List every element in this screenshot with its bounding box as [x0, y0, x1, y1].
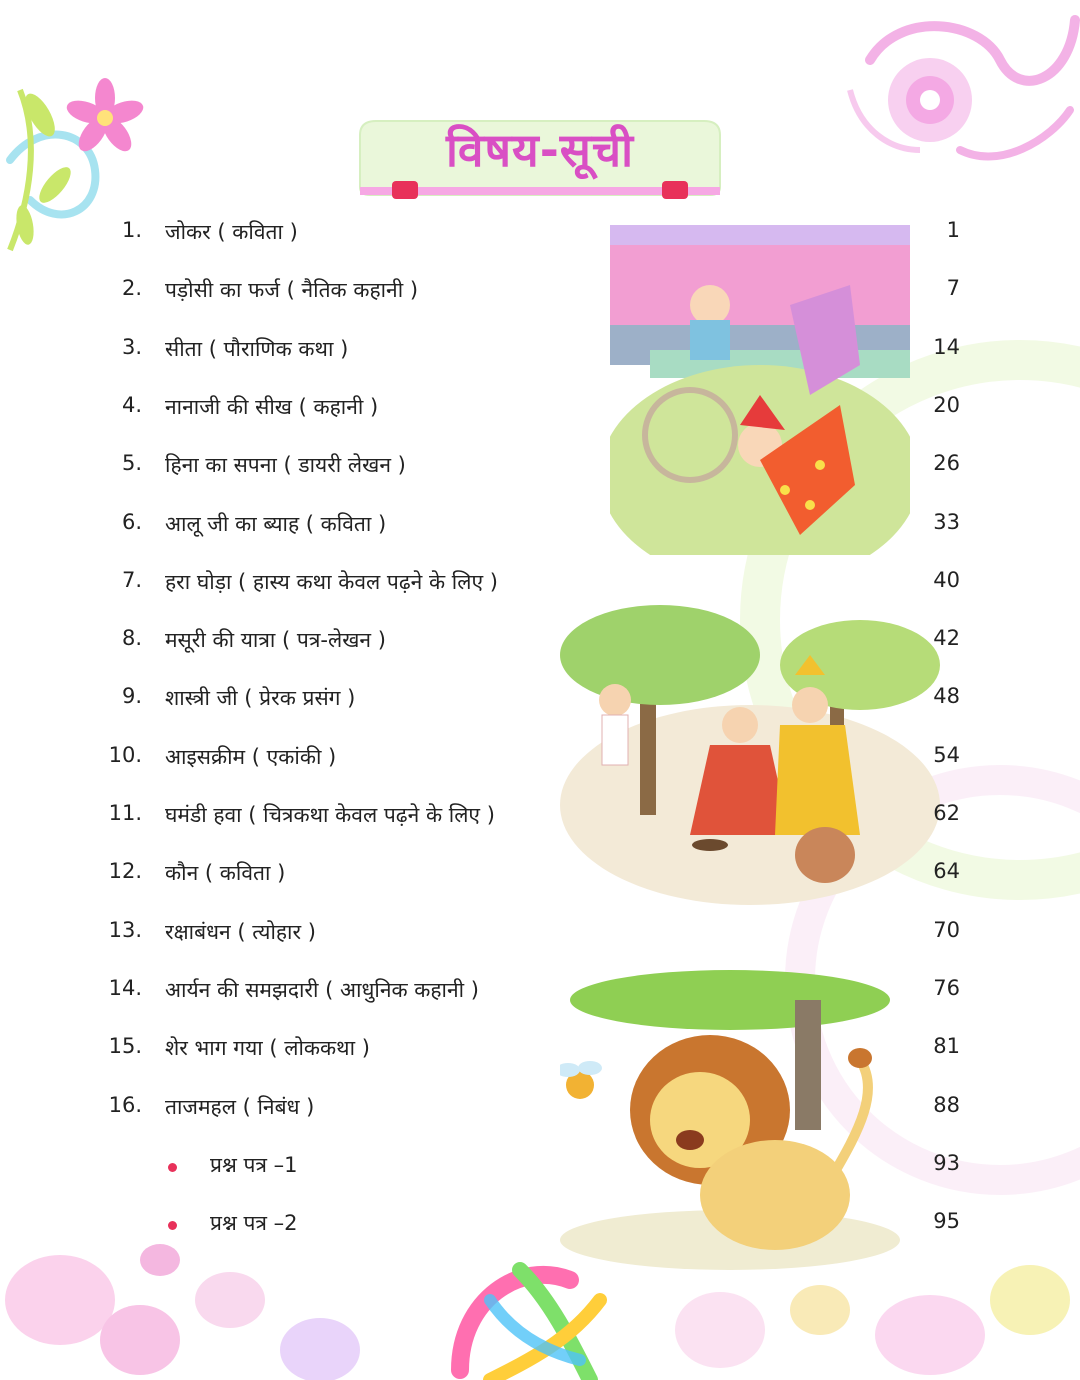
toc-entry-title: रक्षाबंधन ( त्योहार )	[165, 919, 316, 944]
toc-entry-page: 42	[933, 626, 960, 651]
toc-entry	[0, 859, 1000, 899]
toc-entry-title: आलू जी का ब्याह ( कविता )	[165, 511, 387, 536]
toc-entry-number: 4.	[121, 392, 142, 417]
toc-entry-number: 12.	[108, 859, 142, 884]
toc-entry-number: 8.	[121, 626, 142, 651]
toc-entry-page: 88	[933, 1092, 960, 1117]
toc-entry-page: 76	[933, 975, 960, 1000]
toc-entry-page: 7	[946, 276, 960, 301]
toc-entry-title: जोकर ( कविता )	[165, 220, 298, 244]
toc-extra-title: प्रश्न पत्र –2	[210, 1211, 298, 1236]
toc-entry-number: 7.	[121, 567, 142, 592]
toc-entry-number: 15.	[108, 1034, 142, 1059]
toc-extra-page: 95	[933, 1209, 960, 1234]
toc-entry	[0, 684, 1000, 724]
toc-entry	[0, 335, 1000, 375]
toc-entry	[0, 276, 1000, 316]
toc-entry-number: 10.	[108, 742, 142, 767]
toc-entry-number: 14.	[108, 975, 142, 1000]
toc-entry	[0, 510, 1000, 550]
toc-extra-title: प्रश्न पत्र –1	[210, 1152, 298, 1177]
toc-entry-page: 1	[946, 218, 960, 242]
toc-entry	[0, 626, 1000, 666]
toc-entry-number: 6.	[121, 509, 142, 534]
toc-entry	[0, 801, 1000, 841]
toc-entry	[0, 451, 1000, 491]
toc-entry	[0, 918, 1000, 958]
toc-entry-title: कौन ( कविता )	[165, 861, 286, 886]
toc-entry-title: सीता ( पौराणिक कथा )	[165, 336, 349, 361]
toc-entry-title: पड़ोसी का फर्ज ( नैतिक कहानी )	[165, 278, 419, 303]
toc-entry	[0, 976, 1000, 1016]
toc-entry-title: शेर भाग गया ( लोककथा )	[165, 1036, 370, 1061]
toc-entry	[0, 1093, 1000, 1133]
page-title: विषय-सूची	[445, 123, 635, 177]
toc-entry-number: 2.	[121, 276, 142, 301]
toc-entry	[0, 218, 1000, 258]
toc-entry-title: शास्त्री जी ( प्रेरक प्रसंग )	[165, 686, 356, 711]
toc-entry-page: 62	[933, 801, 960, 825]
bullet-icon	[168, 1221, 177, 1230]
toc-entry-page: 26	[933, 451, 960, 476]
toc-entry-title: घमंडी हवा ( चित्रकथा केवल पढ़ने के लिए )	[165, 803, 495, 827]
toc-entry-page: 48	[933, 684, 960, 709]
toc-entry-page: 54	[933, 742, 960, 767]
toc-entry	[0, 393, 1000, 433]
toc-entry	[0, 1034, 1000, 1074]
toc-entry-title: नानाजी की सीख ( कहानी )	[165, 394, 379, 419]
bullet-icon	[168, 1163, 177, 1172]
toc-entry-page: 33	[933, 509, 960, 534]
toc-entry-number: 11.	[108, 801, 142, 825]
toc-entry-title: आइसक्रीम ( एकांकी )	[165, 744, 337, 769]
toc-entry-number: 13.	[108, 917, 142, 942]
toc-extra-entry	[0, 1209, 1000, 1249]
toc-entry-title: मसूरी की यात्रा ( पत्र-लेखन )	[165, 628, 386, 653]
toc-entry-number: 16.	[108, 1092, 142, 1117]
toc-entry-title: ताजमहल ( निबंध )	[165, 1094, 315, 1119]
toc-entry-page: 64	[933, 859, 960, 884]
toc-extra-page: 93	[933, 1150, 960, 1175]
toc-entry-number: 5.	[121, 451, 142, 476]
toc-entry	[0, 568, 1000, 608]
toc-extra-entry	[0, 1151, 1000, 1191]
toc-entry-number: 3.	[121, 334, 142, 359]
toc-entry-page: 70	[933, 917, 960, 942]
toc-entry-title: आर्यन की समझदारी ( आधुनिक कहानी )	[165, 977, 479, 1002]
toc-entry	[0, 743, 1000, 783]
toc-entry-title: हिना का सपना ( डायरी लेखन )	[165, 453, 406, 478]
toc-entry-number: 9.	[121, 684, 142, 709]
toc-entry-page: 40	[933, 567, 960, 592]
toc-entry-page: 81	[933, 1034, 960, 1059]
toc-entry-number: 1.	[121, 218, 142, 242]
toc-entry-page: 14	[933, 334, 960, 359]
toc-entry-title: हरा घोड़ा ( हास्य कथा केवल पढ़ने के लिए )	[165, 569, 498, 594]
toc-entry-page: 20	[933, 392, 960, 417]
